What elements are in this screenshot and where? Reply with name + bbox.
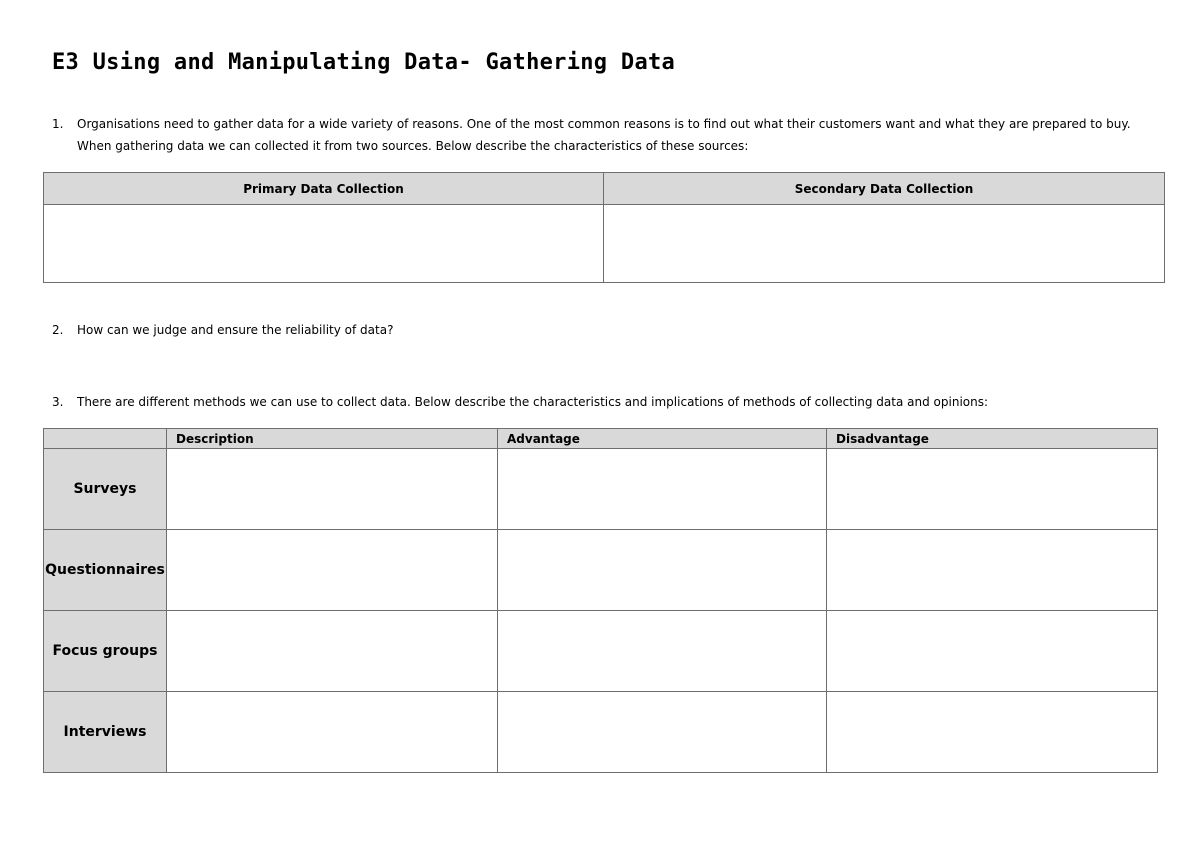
secondary-data-header: Secondary Data Collection bbox=[604, 173, 1165, 205]
page-title: E3 Using and Manipulating Data- Gathering Data bbox=[52, 50, 676, 75]
disadvantage-header: Disadvantage bbox=[827, 429, 1158, 449]
question-2 bbox=[52, 319, 1152, 341]
methods-corner-header bbox=[44, 429, 167, 449]
methods-table bbox=[43, 428, 1158, 773]
sources-table bbox=[43, 172, 1165, 283]
question-2-number: 2. bbox=[52, 323, 64, 337]
questionnaires-advantage-cell[interactable] bbox=[498, 530, 827, 611]
focus-groups-description-cell[interactable] bbox=[167, 611, 498, 692]
question-1-text: Organisations need to gather data for a wide variety of reasons. One of the most common reasons is to find out what their customers want and what they are prepared to buy. When gathering data we can collected it from two sources. Below describe the characteristics of these sources: bbox=[77, 117, 1131, 153]
description-header: Description bbox=[167, 429, 498, 449]
questionnaires-description-cell[interactable] bbox=[167, 530, 498, 611]
advantage-header: Advantage bbox=[498, 429, 827, 449]
row-label-interviews: Interviews bbox=[44, 692, 167, 773]
interviews-disadvantage-cell[interactable] bbox=[827, 692, 1158, 773]
question-2-text: How can we judge and ensure the reliability of data? bbox=[77, 323, 394, 337]
question-1-number: 1. bbox=[52, 117, 64, 131]
question-1 bbox=[52, 113, 1152, 157]
focus-groups-advantage-cell[interactable] bbox=[498, 611, 827, 692]
primary-data-header: Primary Data Collection bbox=[44, 173, 604, 205]
row-label-focus-groups: Focus groups bbox=[44, 611, 167, 692]
row-label-questionnaires: Questionnaires bbox=[44, 530, 167, 611]
questionnaires-disadvantage-cell[interactable] bbox=[827, 530, 1158, 611]
row-label-surveys: Surveys bbox=[44, 449, 167, 530]
question-3 bbox=[52, 391, 1152, 413]
surveys-advantage-cell[interactable] bbox=[498, 449, 827, 530]
interviews-advantage-cell[interactable] bbox=[498, 692, 827, 773]
secondary-data-answer-cell[interactable] bbox=[604, 205, 1165, 283]
question-3-number: 3. bbox=[52, 395, 64, 409]
surveys-description-cell[interactable] bbox=[167, 449, 498, 530]
primary-data-answer-cell[interactable] bbox=[44, 205, 604, 283]
interviews-description-cell[interactable] bbox=[167, 692, 498, 773]
surveys-disadvantage-cell[interactable] bbox=[827, 449, 1158, 530]
question-3-text: There are different methods we can use to collect data. Below describe the characteristics and implications of methods of collecting data and opinions: bbox=[77, 395, 989, 409]
focus-groups-disadvantage-cell[interactable] bbox=[827, 611, 1158, 692]
